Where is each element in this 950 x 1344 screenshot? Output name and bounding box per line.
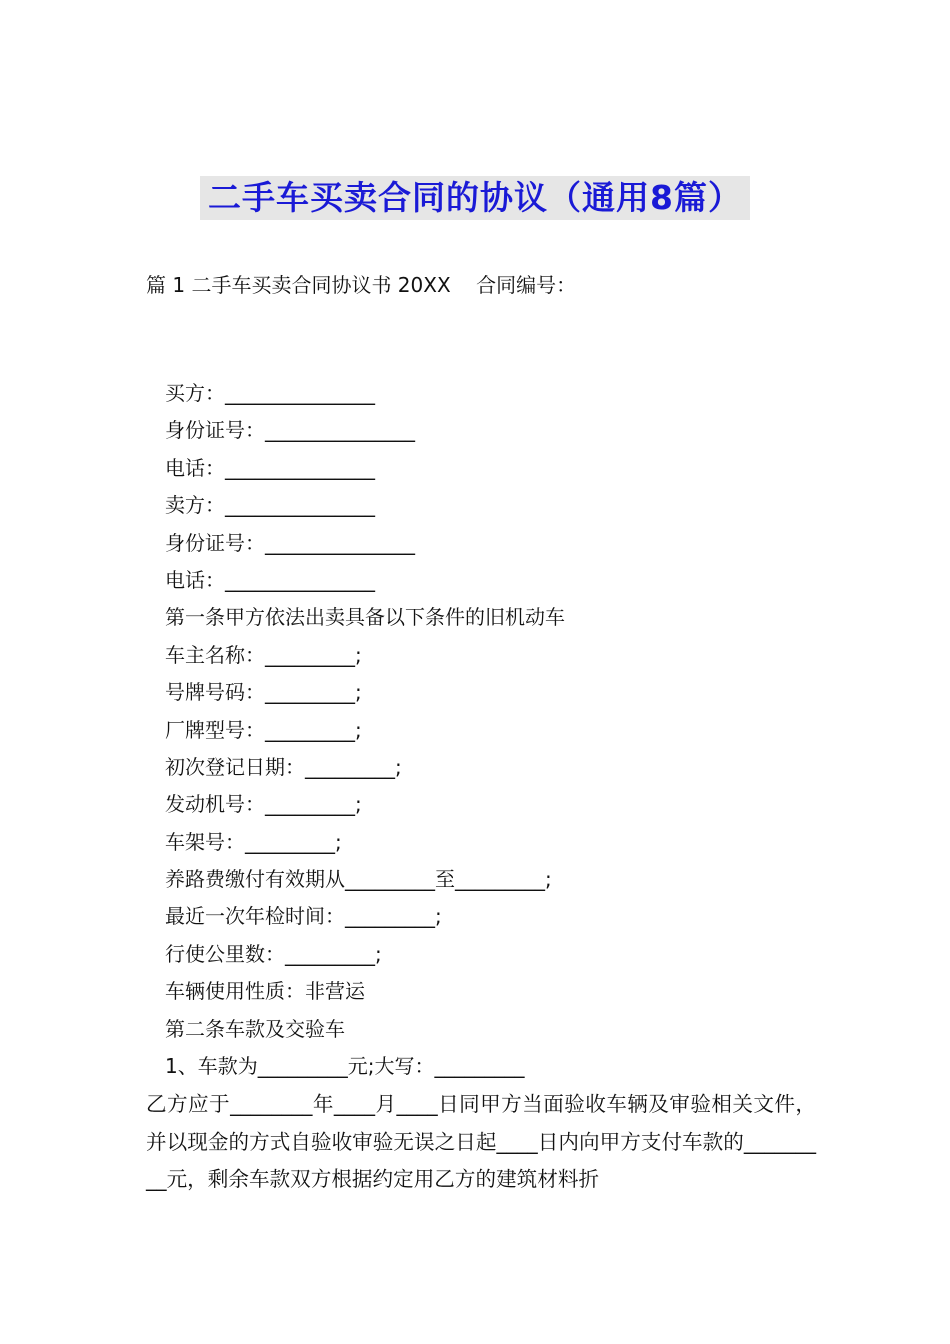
registration-date-line: 初次登记日期：_________; bbox=[165, 754, 402, 779]
payment-paragraph: 乙方应于________年____月____日同甲方当面验收车辆及审验相关文件，并以现金的方式自验收审验无误之日起____日内向甲方支付车款的_________元，剩余车款双方根据约定用乙方的建筑材料折 bbox=[146, 1092, 816, 1191]
seller-phone-line: 电话：_______________ bbox=[165, 567, 375, 592]
price-line: 1、车款为_________元;大写：_________ bbox=[165, 1054, 525, 1079]
usage-nature-line: 车辆使用性质：非营运 bbox=[165, 979, 365, 1004]
document-title: 二手车买卖合同的协议（通用8篇） bbox=[200, 176, 750, 220]
annual-inspection-line: 最近一次年检时间：_________; bbox=[165, 904, 442, 929]
buyer-id-line: 身份证号：_______________ bbox=[165, 418, 415, 443]
buyer-line: 买方：_______________ bbox=[165, 381, 375, 405]
article-two-heading: 第二条车款及交验车 bbox=[165, 1016, 345, 1041]
road-fee-validity-line: 养路费缴付有效期从_________至_________; bbox=[165, 867, 552, 892]
owner-name-line: 车主名称：_________; bbox=[165, 642, 362, 667]
frame-number-line: 车架号：_________; bbox=[165, 829, 342, 854]
title-container bbox=[0, 176, 950, 220]
seller-line: 卖方：_______________ bbox=[165, 493, 375, 518]
buyer-phone-line: 电话：_______________ bbox=[165, 455, 375, 480]
mileage-line: 行使公里数：_________; bbox=[165, 941, 382, 966]
contract-subtitle: 篇 1 二手车买卖合同协议书 20XX 合同编号： bbox=[146, 273, 577, 297]
article-one-heading: 第一条甲方依法出卖具备以下条件的旧机动车 bbox=[165, 605, 565, 630]
contract-fields bbox=[165, 375, 865, 1085]
seller-id-line: 身份证号：_______________ bbox=[165, 530, 415, 555]
plate-number-line: 号牌号码：_________; bbox=[165, 680, 362, 705]
engine-number-line: 发动机号：_________; bbox=[165, 792, 362, 817]
brand-model-line: 厂牌型号：_________; bbox=[165, 717, 362, 742]
